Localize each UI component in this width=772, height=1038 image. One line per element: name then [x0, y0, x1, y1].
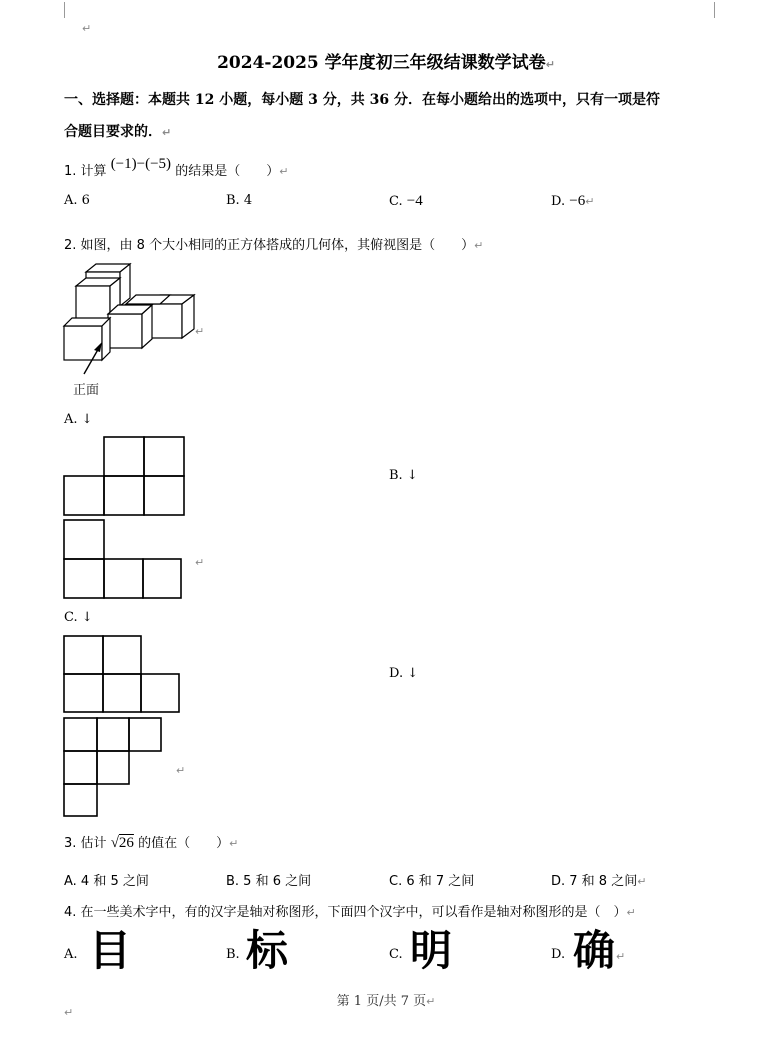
option-letter: D. ↓ [389, 666, 419, 681]
paragraph-mark: ↵ [637, 875, 647, 888]
sqrt-expression: √26 [110, 835, 134, 851]
q3-option-b[interactable]: B. 5 和 6 之间 [226, 874, 312, 889]
q1-option-d[interactable] [551, 193, 594, 210]
q1-expression: (−1)−(−5) [110, 156, 172, 172]
cube-stack-figure [60, 258, 210, 368]
option-letter: D. [551, 194, 570, 209]
q3-option-a[interactable]: A. 4 和 5 之间 [64, 874, 149, 889]
option-letter: B. ↓ [389, 468, 418, 483]
paragraph-mark: ↵ [195, 556, 205, 569]
paragraph-mark: ↵ [616, 950, 626, 963]
q4-option-a-letter[interactable]: A. [64, 947, 78, 962]
option-value: 4 [243, 193, 253, 208]
q2-option-a[interactable] [64, 412, 93, 427]
paragraph-mark: ↵ [426, 995, 436, 1008]
option-value: −4 [406, 193, 423, 209]
question-2 [64, 234, 483, 253]
q1-option-c[interactable] [389, 193, 423, 210]
option-value: 6 [81, 193, 90, 208]
paragraph-mark: ↵ [474, 239, 484, 252]
exam-title [0, 48, 772, 73]
option-text: D. 7 和 8 之间 [551, 874, 638, 889]
q1-prefix: 1. 计算 [64, 164, 107, 179]
paragraph-mark: ↵ [626, 906, 636, 919]
option-value: −6 [569, 193, 586, 209]
section-heading-line1: 一、选择题：本题共 12 小题，每小题 3 分，共 36 分．在每小题给出的选项中，只有一项是符 [64, 92, 660, 108]
q2-text: 2. 如图，由 8 个大小相同的正方体搭成的几何体，其俯视图是（ ） [64, 238, 475, 253]
q2-option-c[interactable] [64, 610, 93, 625]
q2-option-a-grid [64, 437, 186, 517]
section-heading-line2 [64, 121, 171, 141]
q4-text: 4. 在一些美术字中，有的汉字是轴对称图形，下面四个汉字中，可以看作是轴对称图形的是（ ） [64, 905, 627, 920]
q4-option-d-char[interactable]: 确 [573, 926, 616, 975]
q3-option-d[interactable] [551, 870, 646, 889]
q2-option-b[interactable] [389, 468, 418, 483]
q4-option-b-char[interactable]: 标 [246, 926, 289, 975]
option-letter: A. ↓ [64, 412, 93, 427]
q4-option-c-letter[interactable]: C. [389, 947, 403, 962]
q1-option-b[interactable] [226, 193, 252, 208]
page-corner-mark-right [714, 2, 715, 18]
figure-label-front: 正面 [73, 383, 100, 398]
paragraph-mark: ↵ [162, 126, 172, 139]
q4-option-c-char[interactable]: 明 [410, 926, 453, 975]
page-number: 第 1 页/共 7 页 [336, 994, 427, 1009]
q3-option-c[interactable]: C. 6 和 7 之间 [389, 874, 475, 889]
q3-prefix: 3. 估计 [64, 836, 107, 851]
q2-option-b-grid [64, 520, 186, 600]
paragraph-mark: ↵ [229, 837, 239, 850]
paragraph-mark: ↵ [195, 325, 205, 338]
option-letter: B. [226, 193, 244, 208]
page-corner-mark-left [64, 2, 65, 18]
question-1 [64, 156, 289, 180]
q4-option-b-letter[interactable]: B. [226, 947, 240, 962]
question-4 [64, 901, 636, 920]
q2-option-d[interactable] [389, 666, 418, 681]
q1-suffix: 的结果是（ ） [175, 164, 280, 179]
option-letter: C. [389, 194, 407, 209]
page-footer [0, 990, 772, 1009]
paragraph-mark: ↵ [64, 1006, 74, 1019]
q4-option-d-letter[interactable]: D. [551, 947, 566, 962]
question-3 [64, 832, 238, 852]
paragraph-mark: ↵ [176, 764, 186, 777]
q2-option-d-grid [64, 718, 164, 818]
sqrt-radicand: 26 [118, 835, 134, 851]
paragraph-mark: ↵ [82, 22, 92, 35]
exam-title-text: 2024-2025 学年度初三年级结课数学试卷 [217, 53, 546, 73]
q3-suffix: 的值在（ ） [138, 836, 230, 851]
q4-option-a-char[interactable]: 目 [89, 926, 132, 975]
q2-option-c-grid [64, 636, 182, 716]
paragraph-mark: ↵ [279, 165, 289, 178]
q1-option-a[interactable] [64, 193, 90, 208]
option-letter: A. [64, 193, 82, 208]
option-letter: C. ↓ [64, 610, 93, 625]
paragraph-mark: ↵ [585, 195, 595, 208]
section-heading-line2-text: 合题目要求的． [64, 124, 162, 140]
paragraph-mark: ↵ [545, 58, 555, 71]
